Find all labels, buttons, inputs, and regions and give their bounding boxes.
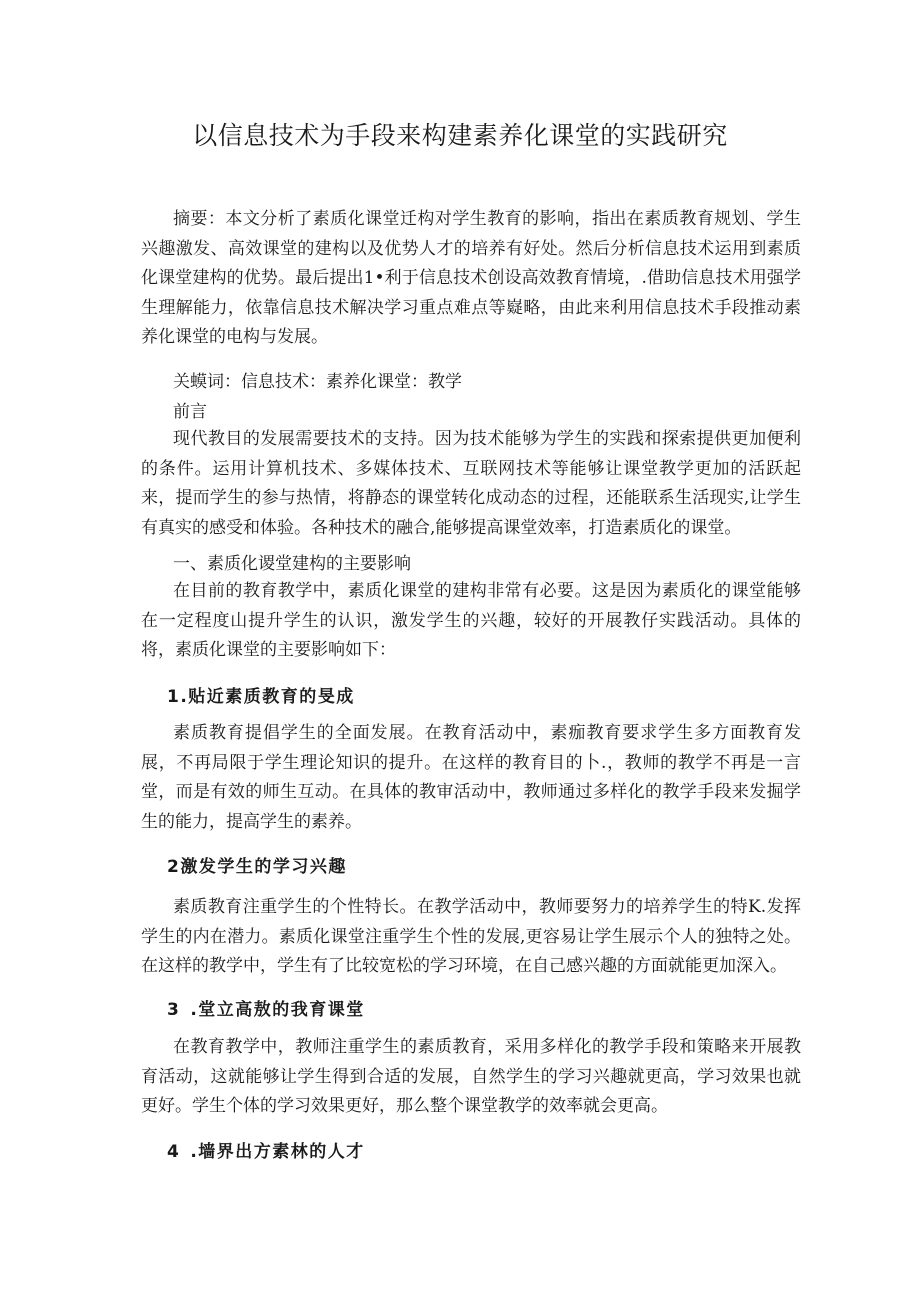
subsection-3-number: 3 xyxy=(167,1000,181,1020)
subsection-1-number: 1. xyxy=(167,687,189,707)
document-title: 以信息技术为手段来构建素养化课堂的实践研究 xyxy=(192,121,728,150)
subsection-3-heading xyxy=(167,995,365,1020)
abstract-paragraph: 摘要：本文分析了素质化课堂迁构对学生教育的影响，指出在素质教育规划、学生兴趣激发、高效课堂的建构以及优势人才的培养有好处。然后分析信息技术运用到素质化课堂建构的优势。最后提出1•利于信息技术创设高效教育情境，.借助信息技术用强学生理解能力，依靠信息技术解决学习重点难点等嶷略，由此来利用信息技术手段推动素养化课堂的电构与发展。 xyxy=(141,209,801,348)
subsection-2-title: 激发学生的学习兴趣 xyxy=(180,857,347,877)
subsection-2-number: 2 xyxy=(167,857,181,877)
keywords-line: 关蟆词：信息技术：素养化课堂：教学 xyxy=(173,372,462,392)
preface-heading: 前言 xyxy=(173,402,207,422)
subsection-2-heading xyxy=(167,852,347,877)
subsection-2-paragraph: 素质教育注重学生的个性特长。在教学活动中，教师要努力的培养学生的特K.发挥学生的内在潜力。素质化课堂注重学生个性的发展,更容易让学生展示个人的独特之处。在这样的教学中，学生有了比较宽松的学习环境，在自己感兴趣的方面就能更加深入。 xyxy=(141,897,801,977)
subsection-4-title: .墙界出方素林的人才 xyxy=(190,1142,365,1162)
subsection-3-paragraph: 在教育教学中，教师注重学生的素质教育，采用多样化的教学手段和策略来开展教育活动，这就能够让学生得到合适的发展，自然学生的学习兴趣就更高，学习效果也就更好。学生个体的学习效果更好，那么整个课堂教学的效率就会更高。 xyxy=(141,1037,801,1117)
preface-paragraph: 现代教目的发展需要技术的支持。因为技术能够为学生的实践和探索提供更加便利的条件。运用计算机技术、多媒体技术、互联网技术等能够让课堂教学更加的活跃起来，提而学生的参与热情，将静态的课堂转化成动态的过程，还能联系生活现实,让学生有真实的感受和体验。各种技术的融合,能够提高课堂效率，打造素质化的课堂。 xyxy=(141,429,801,538)
subsection-4-number: 4 xyxy=(167,1142,181,1162)
section-1-heading: 一、素质化谡堂建构的主要影响 xyxy=(173,554,411,574)
section-1-intro-paragraph: 在目前的教育教学中，素质化课堂的建构非常有必要。这是因为素质化的课堂能够在一定程度山提升学生的认识，激发学生的兴趣，较好的开展教仔实践活动。具体的将，素质化课堂的主要影响如下： xyxy=(141,581,801,661)
subsection-3-title: .堂立高敖的我育课堂 xyxy=(190,1000,365,1020)
subsection-1-title: 贴近素质教育的旻成 xyxy=(188,687,355,707)
subsection-4-heading xyxy=(167,1137,365,1162)
subsection-1-heading xyxy=(167,682,355,707)
subsection-1-paragraph: 素质教育提倡学生的全面发展。在教育活动中，素痂教育要求学生多方面教育发展，不再局限于学生理论知识的提升。在这样的教育目的卜.，教师的教学不再是一言堂，而是有效的师生互动。在具体的教审活动中，教师通过多样化的教学手段来发掘学生的能力，提高学生的素养。 xyxy=(141,723,801,832)
